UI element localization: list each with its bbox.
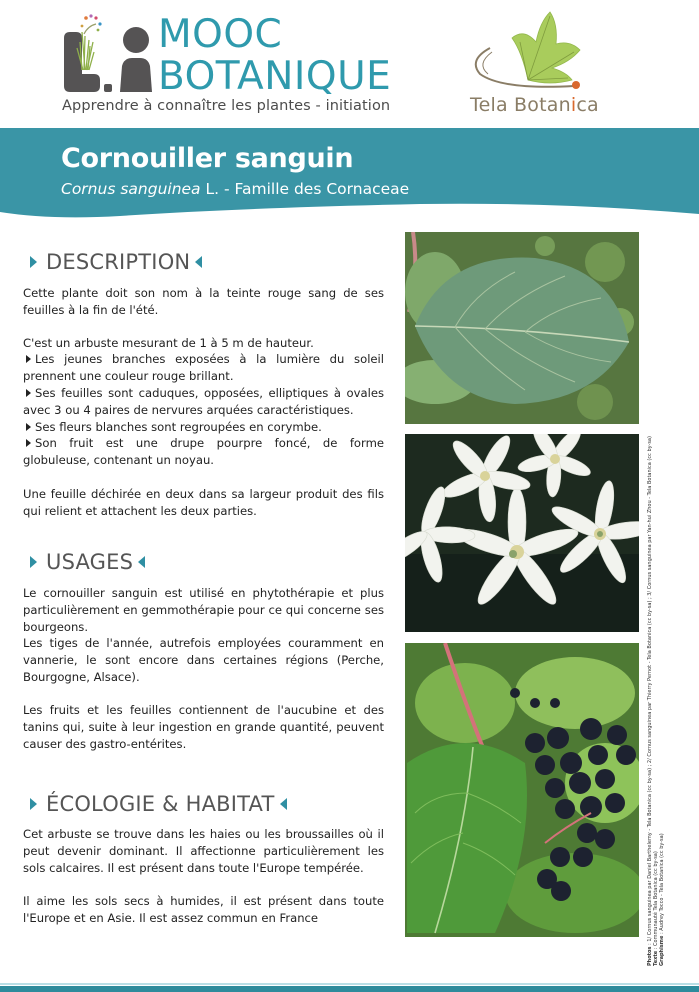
flowers-photo-illustration <box>405 434 639 632</box>
plant-common-name: Cornouiller sanguin <box>61 143 354 174</box>
mooc-title-line1: MOOC <box>158 12 283 57</box>
tela-botanica-logo <box>462 8 622 118</box>
description-bullet: Son fruit est une drupe pourpre foncé, de forme globuleuse, contenant un noyau. <box>23 436 384 467</box>
section-heading-usages: USAGES <box>30 550 145 574</box>
description-bullet: Ses feuilles sont caduques, opposées, elliptiques à ovales avec 3 ou 4 paires de nervures arquées caractéristiques. <box>23 386 384 417</box>
usages-paragraph-2: Les tiges de l'année, autrefois employées couramment en vannerie, le sont encore dans certaines régions (Perche, Bourgogne, Alsace). <box>23 636 384 684</box>
triangle-left-icon <box>138 556 145 568</box>
triangle-left-icon <box>280 798 287 810</box>
bullet-icon <box>26 423 31 431</box>
triangle-right-icon <box>30 556 37 568</box>
footer-divider <box>0 983 699 985</box>
description-size: C'est un arbuste mesurant de 1 à 5 m de hauteur. <box>23 336 314 350</box>
mooc-botanique-logo <box>60 8 390 118</box>
plant-scientific-name: Cornus sanguinea L. - Famille des Cornaceae <box>61 180 410 198</box>
bullet-icon <box>26 389 31 397</box>
mooc-title <box>158 14 391 98</box>
description-bullet: Les jeunes branches exposées à la lumière du soleil prennent une couleur rouge brillant. <box>23 352 384 383</box>
photo-fruits <box>405 643 639 937</box>
fruits-photo-illustration <box>405 643 639 937</box>
mooc-title-line2: BOTANIQUE <box>158 54 392 99</box>
section-heading-description: DESCRIPTION <box>30 250 202 274</box>
leaf-photo-illustration <box>405 232 639 424</box>
ecologie-paragraph-2: Il aime les sols secs à humides, il est présent dans toute l'Europe et en Asie. Il est assez commun en France <box>23 894 384 925</box>
tela-botanica-wordmark: Tela Botanica <box>470 94 599 116</box>
usages-paragraph-3: Les fruits et les feuilles contiennent de l'aucubine et des tanins qui, suite à leur ingestion en grande quantité, peuvent causer des gastro-entérites. <box>23 703 384 751</box>
footer-bar <box>0 986 699 992</box>
photo-credits <box>647 366 665 966</box>
credits-photos: Photos : 1/ Cornus sanguinea par Daniel Barthelemy - Tela Botanica (cc by-sa) ; 2/ Cornus sanguinea par Thierry Pernot - Tela Botanica (cc by-sa) ; 3/ Cornus sanguinea par Yan-hui Zhou - Tela Botanica (cc by-sa) <box>647 436 653 966</box>
triangle-right-icon <box>30 256 37 268</box>
description-outro: Une feuille déchirée en deux dans sa largeur produit des fils qui relient et attachent les deux parties. <box>23 487 384 518</box>
description-bullet: Ses fleurs blanches sont regroupées en corymbe. <box>23 419 384 436</box>
photo-flowers <box>405 434 639 632</box>
credits-texte: Texte : Communauté Tela Botanica (cc by-sa) <box>653 851 659 966</box>
triangle-right-icon <box>30 798 37 810</box>
bullet-icon <box>26 439 31 447</box>
mooc-subtitle: Apprendre à connaître les plantes - initiation <box>62 98 391 114</box>
ecologie-paragraph-1: Cet arbuste se trouve dans les haies ou les broussailles où il peut devenir dominant. Il affectionne particulièrement les sols calcaires. Il est présent dans toute l'Europe tempérée. <box>23 827 384 875</box>
bullet-icon <box>26 355 31 363</box>
title-banner <box>0 128 699 220</box>
credits-graphisme: Graphisme : Audrey Tocco - Tela Botanica (cc by-sa) <box>659 833 665 966</box>
usages-paragraph-1: Le cornouiller sanguin est utilisé en phytothérapie et plus particulièrement en gemmothérapie pour ce qui concerne ses bourgeons. <box>23 586 384 634</box>
ivy-leaf-icon <box>462 8 622 98</box>
banner-wave-shape <box>0 128 699 220</box>
section-heading-ecologie: ÉCOLOGIE & HABITAT <box>30 792 287 816</box>
description-intro: Cette plante doit son nom à la teinte rouge sang de ses feuilles à la fin de l'été. <box>23 286 384 317</box>
triangle-left-icon <box>195 256 202 268</box>
learner-plant-icon <box>60 12 156 98</box>
photo-leaf <box>405 232 639 424</box>
